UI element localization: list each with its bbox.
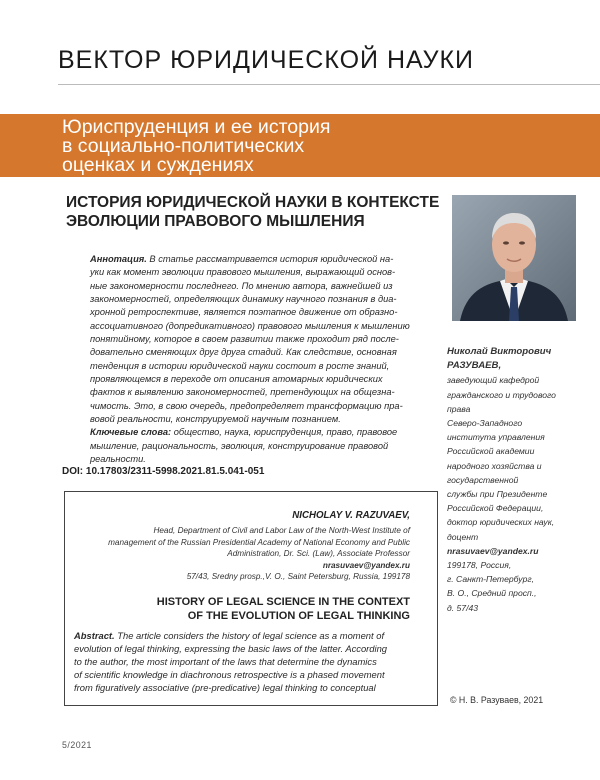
- keywords-label: Ключевые слова:: [90, 427, 172, 438]
- keywords-line: мышление, рациональность, эволюция, конструирование правовой: [90, 440, 389, 451]
- bio-line: службы при Президенте: [447, 489, 548, 500]
- article-title-line: ИСТОРИЯ ЮРИДИЧЕСКОЙ НАУКИ В КОНТЕКСТЕ: [66, 194, 440, 211]
- annotation-line: [90, 253, 435, 266]
- copyright: © Н. В. Разуваев, 2021: [450, 695, 544, 705]
- keywords-line: реальности.: [90, 454, 146, 465]
- english-address: 57/43, Sredny prosp.,V. O., Saint Petersburg, Russia, 199178: [186, 572, 410, 582]
- affiliation-line: Administration, Dr. Sci. (Law), Associate Professor: [227, 549, 410, 559]
- annotation: [90, 253, 435, 467]
- author-surname: РАЗУВАЕВ,: [447, 360, 502, 372]
- author-bio: [447, 345, 577, 615]
- author-photo: [452, 195, 576, 321]
- bio-line: доктор юридических наук,: [447, 517, 555, 528]
- annotation-line: закономерностей, определяющих динамику научного познания в диа-: [90, 294, 397, 305]
- bio-line: Северо-Западного: [447, 418, 523, 429]
- article-title-line: ЭВОЛЮЦИИ ПРАВОВОГО МЫШЛЕНИЯ: [66, 213, 365, 230]
- annotation-line: чимость. Это, в свою очередь, предопределяет трансформацию пра-: [90, 400, 403, 411]
- section-title-line: в социально-политических: [62, 135, 305, 157]
- article-title: [66, 193, 446, 231]
- annotation-text: В статье рассматривается история юридической на-: [149, 254, 394, 264]
- section-title-line: оценках и суждениях: [62, 154, 254, 176]
- section-title-line: Юриспруденция и ее история: [62, 116, 331, 138]
- affiliation-line: management of the Russian Presidential Academy of National Economy and Public: [108, 537, 410, 547]
- address-line: 199178, Россия,: [447, 560, 512, 571]
- keywords-line: [90, 426, 435, 439]
- bio-line: гражданского и трудового: [447, 389, 556, 400]
- journal-name: ВЕКТОР ЮРИДИЧЕСКОЙ НАУКИ: [58, 46, 475, 74]
- address-line: д. 57/43: [447, 602, 479, 613]
- bio-line: института управления: [447, 432, 545, 443]
- author-name-line: Николай Викторович: [447, 346, 552, 357]
- bio-line: Российской Федерации,: [447, 503, 544, 514]
- page-number: 5/2021: [62, 740, 92, 750]
- annotation-line: вовой реальности, конструируемой научным познанием.: [90, 414, 341, 425]
- annotation-line: тенденция в истории юридической науки состоит в росте знаний,: [90, 360, 390, 371]
- affiliation-line: Head, Department of Civil and Labor Law of the North-West Institute of: [153, 526, 410, 535]
- author-email[interactable]: nrasuvaev@yandex.ru: [447, 545, 539, 556]
- english-author-name: NICHOLAY V. RAZUVAEV,: [292, 510, 410, 521]
- annotation-line: ные закономерности последнего. По мнению автора, важнейшей из: [90, 280, 393, 291]
- bio-line: народного хозяйства и: [447, 460, 542, 471]
- english-abstract: [74, 630, 414, 695]
- abstract-line: from figuratively associative (pre-predicative) legal thinking to conceptual: [74, 681, 376, 693]
- bio-line: права: [447, 403, 471, 414]
- bio-line: заведующий кафедрой: [447, 375, 540, 386]
- bio-line: доцент: [447, 531, 479, 542]
- abstract-line: of scientific knowledge in diachronous retrospective is a phased movement: [74, 668, 385, 680]
- bio-line: Российской академии: [447, 446, 535, 457]
- english-email[interactable]: nrasuvaev@yandex.ru: [322, 560, 410, 570]
- abstract-line: [74, 630, 414, 643]
- english-affiliation: [70, 525, 410, 583]
- address-line: В. О., Средний просп.,: [447, 588, 537, 599]
- annotation-line: довательно сменяющих друг друга стадий. Как следствие, основная: [90, 347, 397, 358]
- annotation-line: понятийному, которое в своем развитии также проходит ряд после-: [90, 334, 399, 345]
- bio-line: государственной: [447, 474, 519, 485]
- abstract-text: The article considers the history of legal science as a moment of: [117, 630, 385, 641]
- keywords-text: общество, наука, юриспруденция, право, правовое: [173, 427, 398, 438]
- annotation-label: Аннотация.: [90, 254, 147, 264]
- english-title: [70, 596, 410, 623]
- author-portrait-illustration: [452, 195, 576, 321]
- header-divider: [58, 84, 600, 85]
- annotation-line: проявляющемся в переходе от описания атомарных юридических: [90, 374, 383, 385]
- annotation-line: ассоциативного (допредикативного) правового мышления к мышлению: [90, 320, 410, 331]
- address-line: г. Санкт-Петербург,: [447, 574, 534, 585]
- annotation-line: хронной ретроспективе, является поэтапное движение от образно-: [90, 307, 398, 318]
- abstract-line: to the author, the most important of the laws that determine the dynamics: [74, 655, 377, 667]
- annotation-line: фактов к выявлению закономерностей, претендующих на общезна-: [90, 387, 395, 398]
- english-title-line: OF THE EVOLUTION OF LEGAL THINKING: [187, 609, 410, 622]
- english-title-line: HISTORY OF LEGAL SCIENCE IN THE CONTEXT: [156, 596, 410, 608]
- doi[interactable]: DOI: 10.17803/2311-5998.2021.81.5.041-051: [62, 466, 265, 477]
- abstract-line: evolution of legal thinking, expressing the basic laws of the latter. According: [74, 642, 388, 654]
- annotation-line: уки как момент эволюции правового мышления, выражающий основ-: [90, 267, 396, 278]
- section-title: [62, 118, 462, 175]
- abstract-label: Abstract.: [74, 630, 115, 641]
